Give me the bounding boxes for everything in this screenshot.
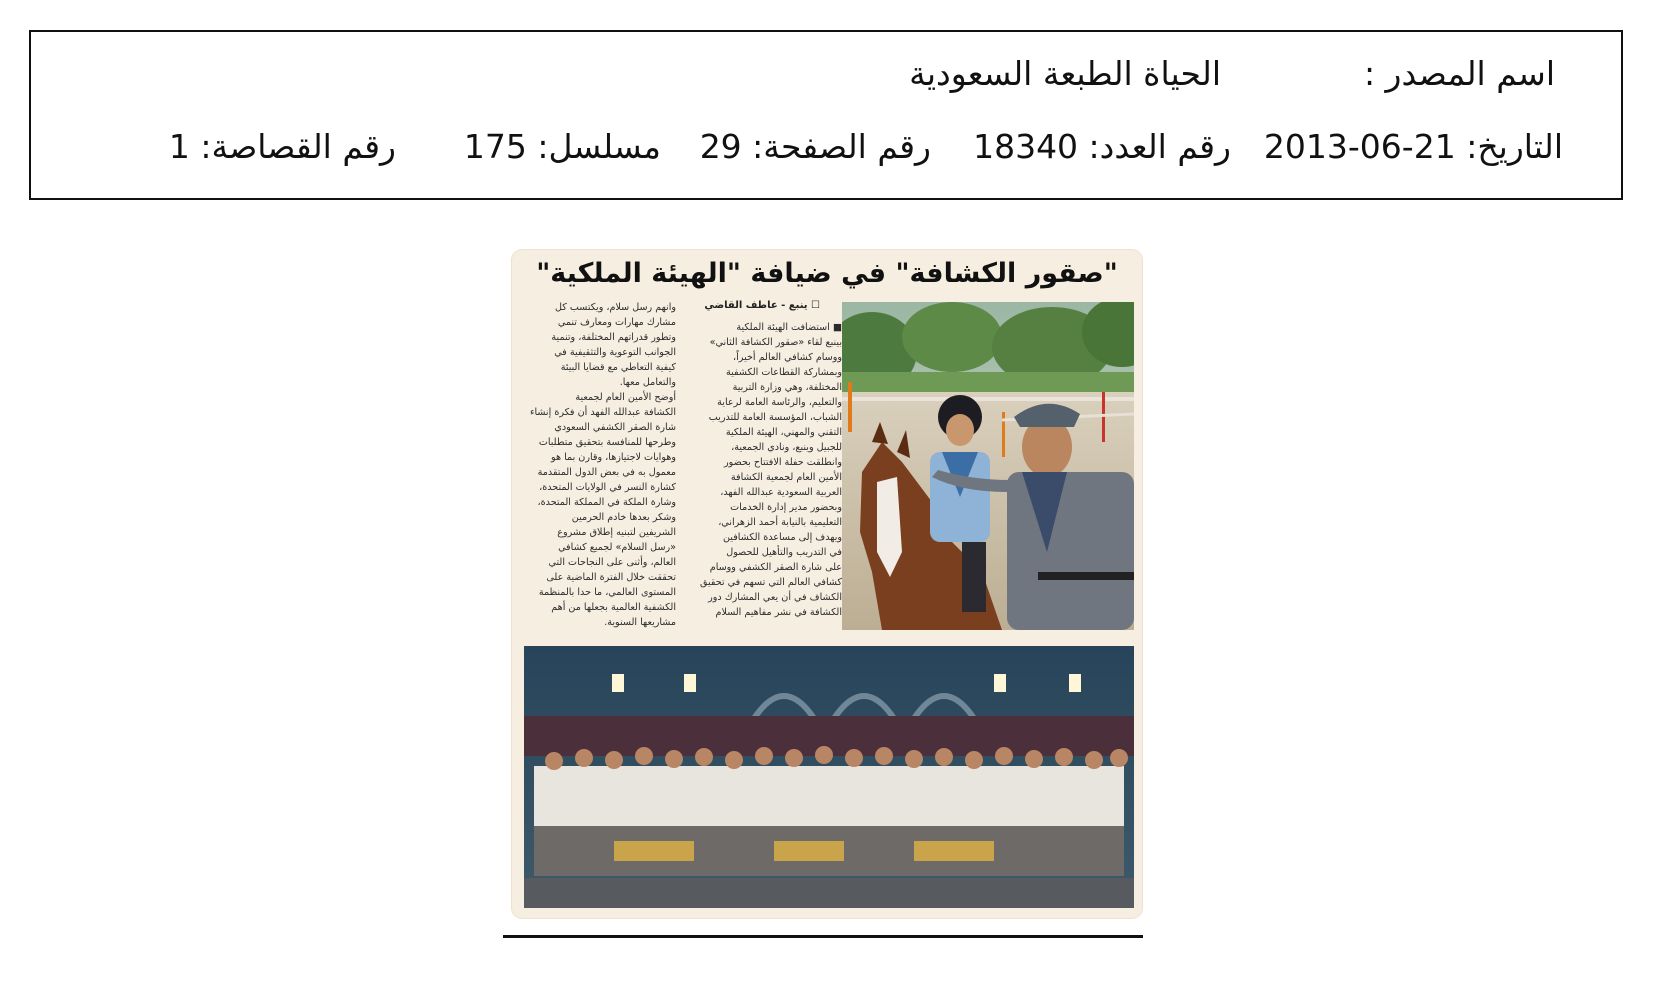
photo-scout-horse [842,302,1134,630]
article-line: ■ استضافت الهيئة الملكية [736,322,842,333]
article-line: شارة الصقر الكشفي السعودي [554,422,676,433]
article-line: وتطور قدراتهم المختلفة، وتنمية [551,332,676,343]
clipping-number: رقم القصاصة: 1 [168,127,396,166]
article-line: مشاريعها السنوية. [604,617,676,628]
article-line: كشافي العالم التي تسهم في تحقيق [699,577,842,588]
issue-number: رقم العدد: 18340 [973,127,1231,166]
source-value: الحياة الطبعة السعودية [909,54,1221,93]
article-byline: ☐ ينبع - عاطف القاضي [704,300,820,311]
photo-scouts-group [524,646,1134,908]
article-line: والتعليم، والرئاسة العامة لرعاية [717,397,842,408]
article-line: الشريفين لتبنيه إطلاق مشروع [557,527,676,538]
article-line: المختلفة، وهي وزارة التربية [732,382,842,393]
article-line: تحققت خلال الفترة الماضية على [546,572,676,583]
article-line: «رسل السلام» لجميع كشافي [558,542,676,553]
article-line: والتعامل معها. [619,377,676,388]
article-line: كيفية التعاطي مع قضايا البيئة [560,362,676,373]
source-info-box [29,30,1623,200]
article-line: الشباب، المؤسسة العامة للتدريب [708,412,842,423]
article-column-right [684,320,842,620]
article-line: وانهم رسل سلام، ويكتسب كل [554,302,676,313]
article-line: التقني والمهني، الهيئة الملكية [725,427,842,438]
article-line: مشارك مهارات ومعارف تنمي [557,317,676,328]
article-line: كشارة النسر في الولايات المتحدة، [539,482,676,493]
article-column-left [524,300,676,630]
article-line: أوضح الأمين العام لجمعية [575,392,676,403]
article-line: للجبيل وينبع، ونادي الجمعية، [731,442,842,453]
article-line: الكشافة في نشر مفاهيم السلام [715,607,842,618]
article-line: الكشافة عبدالله الفهد أن فكرة إنشاء [529,407,676,418]
article-line: وهوايات لاجتيازها، وقارن بما هو [551,452,676,463]
article-line: وشارة الملكة في المملكة المتحدة، [537,497,676,508]
article-line: الجوانب التوعوية والتثقيفية في [554,347,676,358]
bottom-rule [503,935,1143,938]
article-headline: "صقور الكشافة" في ضيافة "الهيئة الملكية" [536,258,1118,289]
article-line: في التدريب والتأهيل للحصول [726,547,842,558]
source-label: اسم المصدر : [1363,54,1555,93]
article-line: على شارة الصقر الكشفي ووسام [709,562,842,573]
article-line: وبمشاركة القطاعات الكشفية [725,367,842,378]
article-line: العالم، وأثنى على النجاحات التي [548,557,676,568]
article-line: المستوى العالمي، ما حدا بالمنظمة [538,587,676,598]
article-line: وطرحها للمنافسة بتحقيق متطلبات [538,437,676,448]
page-number: رقم الصفحة: 29 [699,127,931,166]
article-line: معمول به في بعض الدول المتقدمة [537,467,676,478]
article-line: الكشفية العالمية بجعلها من أهم [551,602,676,613]
article-line: العربية السعودية عبدالله الفهد، [720,487,842,498]
article-line: بينبع لقاء «صقور الكشافة الثاني» [709,337,842,348]
article-line: وبحضور مدير إدارة الخدمات [730,502,842,513]
serial-number: مسلسل: 175 [463,127,661,166]
article-line: الكشاف في أن يعي المشارك دور [708,592,842,603]
article-line: الأمين العام لجمعية الكشافة [730,472,842,483]
article-line: التعليمية بالنيابة أحمد الزهراني، [718,517,842,528]
article-line: وانطلقت حفلة الافتتاح بحضور [724,457,842,468]
article-line: وشكر بعدها خادم الحرمين [571,512,676,523]
date-field: التاريخ: 21-06-2013 [1263,127,1563,166]
article-line: ووسام كشافي العالم أخيراً، [733,352,842,363]
article-line: ويهدف إلى مساعدة الكشافين [723,532,842,543]
newspaper-clipping [512,250,1142,918]
